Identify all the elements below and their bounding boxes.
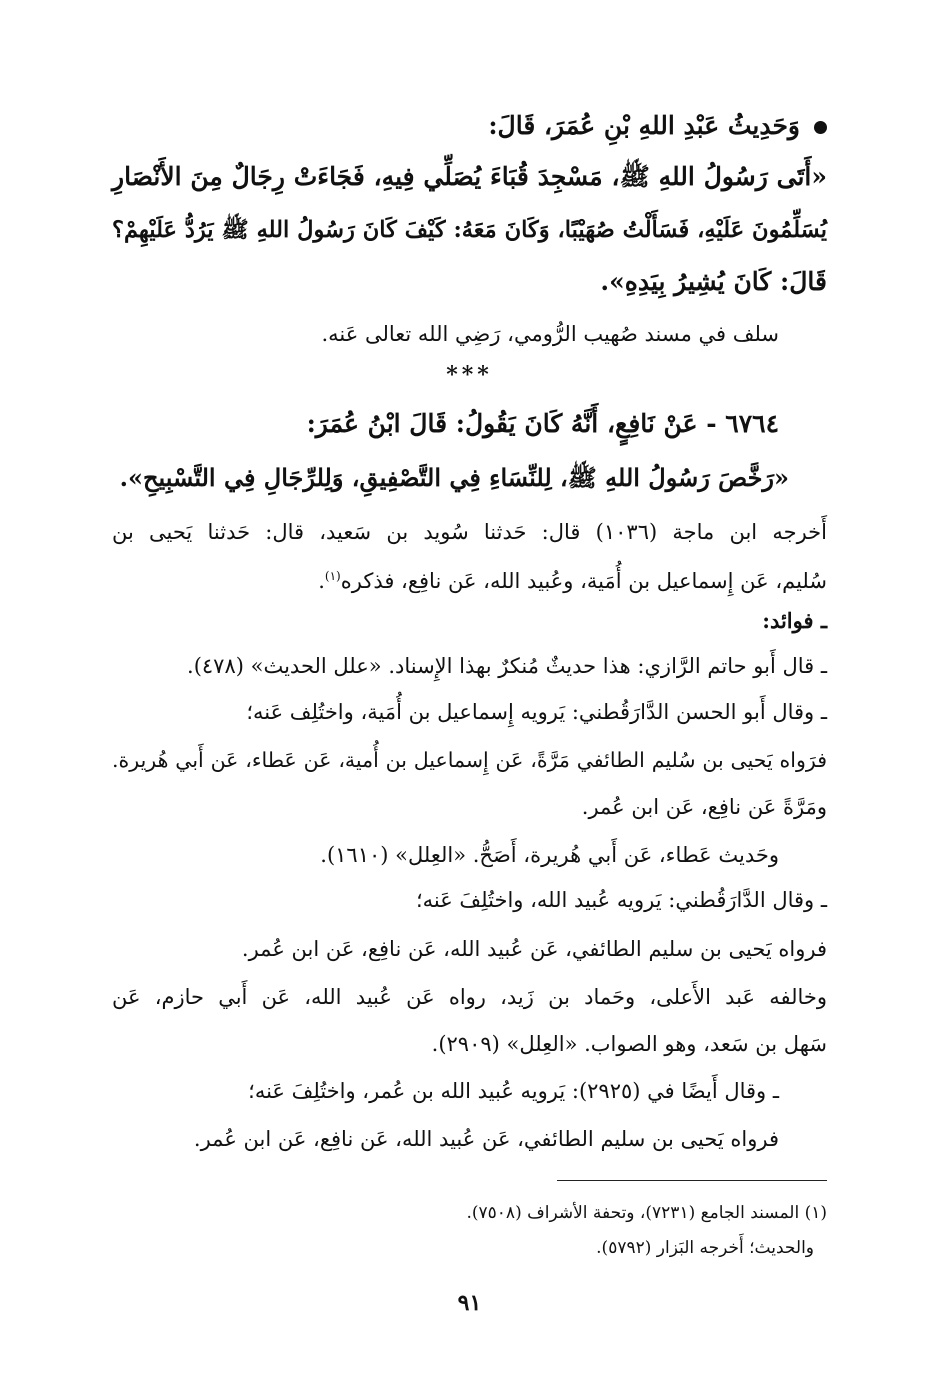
hadith-text-line-3: قَالَ: كَانَ يُشِيرُ بِيَدِهِ». (600, 267, 827, 296)
hadith-number-line: ٦٧٦٤ - عَنْ نَافِعٍ، أَنَّهُ كَانَ يَقُولُ: قَالَ ابْنُ عُمَرَ: (306, 409, 779, 438)
takhrij-end: . (318, 569, 325, 593)
benefit-line-2: ـ وقال أَبو الحسن الدَّارَقُطني: يَرويه إِسماعيل بن أُمَية، واختُلِف عَنه؛ (246, 700, 827, 724)
benefit-line-3: فرَواه يَحيى بن سُليم الطائفي مَرَّةً، عَن إِسماعيل بن أُمية، عَن عَطاء، عَن أَبي هُريرة. (112, 748, 827, 772)
section-separator: *** (446, 362, 493, 388)
footnote-2: والحديث؛ أَخرجه البَزار (٥٧٩٢). (596, 1238, 814, 1258)
footnote-1: (١) المسند الجامع (٧٢٣١)، وتحفة الأشراف (٧٥٠٨). (466, 1203, 827, 1223)
benefit-line-7: فرواه يَحيى بن سليم الطائفي، عَن عُبيد الله، عَن نافِع، عَن ابن عُمر. (241, 937, 827, 961)
reference-note: سلف في مسند صُهيب الرُّومي، رَضِي الله تعالى عَنه. (321, 322, 779, 346)
footnote-ref: (١) (324, 569, 341, 583)
benefit-line-8: وخالفه عَبد الأَعلى، وحَماد بن زَيد، رواه عَن عُبيد الله، عَن أَبي حازم، عَن (112, 985, 827, 1009)
takhrij-line-2 (112, 556, 827, 596)
page-number: ٩١ (457, 1290, 482, 1316)
hadith-intro-text: وَحَدِيثُ عَبْدِ اللهِ بْنِ عُمَرَ، قَالَ: (488, 111, 800, 140)
takhrij-text: سُليم، عَن إِسماعيل بن أُمَية، وعُبيد الله، عَن نافِع، فذكره (340, 569, 827, 593)
benefit-line-4: ومَرَّةً عَن نافِع، عَن ابن عُمر. (581, 795, 827, 819)
hadith-text-line-2: يُسَلِّمُونَ عَلَيْهِ، فَسَأَلْتُ صُهَيْبًا، وَكَانَ مَعَهُ: كَيْفَ كَانَ رَسُولُ اللهِ ﷺ يَرُدُّ عَلَيْهِمْ؟ (112, 217, 827, 243)
benefit-line-9: سَهل بن سَعد، وهو الصواب. «العِلل» (٢٩٠٩). (431, 1032, 827, 1056)
hadith-matn: «رَخَّصَ رَسُولُ اللهِ ﷺ، لِلنِّسَاءِ فِي التَّصْفِيقِ، وَلِلرِّجَالِ فِي التَّسْبِيحِ». (119, 463, 789, 492)
hadith-intro-line (112, 106, 827, 146)
benefit-line-10: ـ وقال أَيضًا في (٢٩٢٥): يَرويه عُبيد الله بن عُمر، واختُلِفَ عَنه؛ (248, 1079, 779, 1103)
hadith-text-line-1: «أَتَى رَسُولُ اللهِ ﷺ، مَسْجِدَ قُبَاءَ يُصَلِّي فِيهِ، فَجَاءَتْ رِجَالٌ مِنَ الأَنْصَارِ (112, 162, 827, 191)
bullet-icon (814, 121, 827, 134)
benefit-line-6: ـ وقال الدَّارَقُطني: يَرويه عُبيد الله، واختُلِفَ عَنه؛ (415, 888, 827, 912)
benefit-line-1: ـ قال أَبو حاتم الرَّازي: هذا حديثٌ مُنكرٌ بهذا الإِسناد. «علل الحديث» (٤٧٨). (187, 654, 827, 678)
benefits-heading: ـ فوائد: (762, 608, 827, 633)
takhrij-line-1: أَخرجه ابن ماجة (١٠٣٦) قال: حَدثنا سُويد بن سَعيد، قال: حَدثنا يَحيى بن (112, 520, 827, 544)
benefit-line-5: وحَديث عَطاء، عَن أَبي هُريرة، أَصَحُّ. «العِلل» (١٦١٠). (320, 843, 779, 867)
footnote-divider (557, 1180, 827, 1181)
benefit-line-11: فرواه يَحيى بن سليم الطائفي، عَن عُبيد الله، عَن نافِع، عَن ابن عُمر. (193, 1127, 779, 1151)
